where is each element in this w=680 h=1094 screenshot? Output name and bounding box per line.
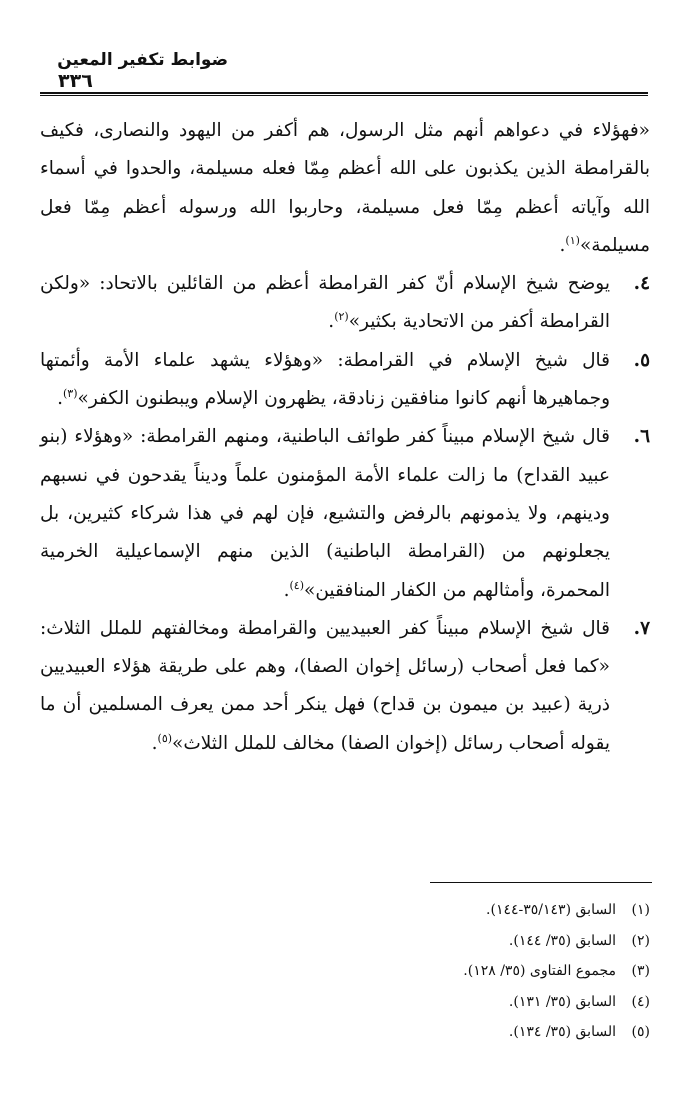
footnote-marker: (٥)	[631, 1024, 650, 1040]
footnote-ref: (٣)	[62, 386, 78, 400]
item-number: ٤.	[633, 273, 650, 295]
footnotes	[350, 895, 650, 1048]
footnote-text: مجموع الفتاوى (٣٥/ ١٢٨).	[463, 963, 616, 979]
footnote	[350, 926, 650, 957]
page-number: ٣٣٦	[58, 70, 93, 92]
list-item	[40, 265, 650, 342]
footnote-ref: (٢)	[334, 310, 349, 324]
item-number: ٥.	[633, 349, 650, 371]
item-text: يوضح شيخ الإسلام أنّ كفر القرامطة أعظم من القائلين بالاتحاد: «ولكن القرامطة أكفر من الاتحادية بكثير»$^{(٢)}$.	[40, 273, 610, 333]
running-title: ضوابط تكفير المعين	[57, 50, 228, 70]
intro-quote: «فهؤلاء في دعواهم أنهم مثل الرسول، هم أكفر من اليهود والنصارى، فكيف بالقرامطة الذين يكذبون على الله أعظم مِمّا فعله مسيلمة، والحدوا في أسماء الله وآياته أعظم مِمّا فعل مسيلمة، وحاربوا الله ورسوله أعظم مِمّا فعل مسيلمة»$^{(١)}$.	[40, 120, 650, 256]
footnote-text: السابق (٣٥/ ١٤٤).	[508, 932, 616, 949]
list-item	[40, 342, 650, 419]
footnote-text: السابق (٣٥/ ١٣٤).	[508, 1024, 616, 1040]
main-text	[40, 112, 650, 763]
footnote-marker: (٣)	[631, 963, 650, 979]
footnote-marker: (٢)	[631, 932, 650, 949]
footnote-ref: (١)	[565, 233, 580, 247]
footnote	[350, 956, 650, 987]
footnote	[350, 1017, 650, 1048]
item-text: قال شيخ الإسلام في القرامطة: «وهؤلاء يشهد علماء الأمة وأئمتها وجماهيرها أنهم كانوا منافقين زنادقة، يظهرون الإسلام ويبطنون الكفر»$^{(٣)}$.	[40, 349, 610, 410]
header-rule	[40, 92, 648, 94]
item-text: قال شيخ الإسلام مبيناً كفر طوائف الباطنية، ومنهم القرامطة: «وهؤلاء (بنو عبيد القداح) ما زالت علماء الأمة المؤمنون علماً وديناً يقدحون في نسبهم ودينهم، ولا يذمونهم بالرفض والتشيع، فإن لهم في هذا شركاء كثيرين، بل يجعلونهم من (القرامطة الباطنية) الذين منهم الإسماعيلية الخرمية المحمرة، وأمثالهم من الكفار المنافقين»$^{(٤)}$.	[40, 426, 610, 601]
item-body: قال شيخ الإسلام مبيناً كفر العبيديين والقرامطة ومخالفتهم للملل الثلاث: «كما فعل أصحاب (رسائل إخوان الصفا)، وهم على طريقة هؤلاء العبيديين ذرية (عبيد بن ميمون بن قداح) فهل ينكر أحد ممن يعرف المسلمين أن ما يقوله أصحاب رسائل (إخوان الصفا) مخالف للملل الثلاث»	[40, 617, 610, 754]
footnote-text: السابق (٣٥/١٤٣-١٤٤).	[486, 902, 616, 918]
list-item	[40, 610, 650, 763]
item-body: يوضح شيخ الإسلام أنّ كفر القرامطة أعظم من القائلين بالاتحاد: «ولكن القرامطة أكفر من الاتحادية بكثير»	[40, 273, 610, 333]
footnote-marker: (١)	[631, 902, 650, 918]
item-body: قال شيخ الإسلام مبيناً كفر طوائف الباطنية، ومنهم القرامطة: «وهؤلاء (بنو عبيد القداح) ما زالت علماء الأمة المؤمنون علماً وديناً يقدحون في نسبهم ودينهم، ولا يذمونهم بالرفض والتشيع، فإن لهم في هذا شركاء كثيرين، بل يجعلونهم من (القرامطة الباطنية) الذين منهم الإسماعيلية الخرمية المحمرة، وأمثالهم من الكفار المنافقين»	[40, 426, 610, 601]
header-rule-thin	[40, 95, 648, 96]
footnote	[350, 895, 650, 926]
item-text: قال شيخ الإسلام مبيناً كفر العبيديين والقرامطة ومخالفتهم للملل الثلاث: «كما فعل أصحاب (رسائل إخوان الصفا)، وهم على طريقة هؤلاء العبيديين ذرية (عبيد بن ميمون بن قداح) فهل ينكر أحد ممن يعرف المسلمين أن ما يقوله أصحاب رسائل (إخوان الصفا) مخالف للملل الثلاث»$^{(٥)}$.	[40, 617, 610, 754]
footnote-text: السابق (٣٥/ ١٣١).	[508, 993, 616, 1010]
footnote-ref: (٤)	[289, 578, 305, 592]
footnote-separator	[430, 882, 652, 883]
list-item	[40, 418, 650, 609]
footnote	[350, 987, 650, 1018]
footnote-ref: (٥)	[157, 731, 173, 745]
footnote-marker: (٤)	[631, 993, 650, 1010]
item-body: قال شيخ الإسلام في القرامطة: «وهؤلاء يشهد علماء الأمة وأئمتها وجماهيرها أنهم كانوا منافقين زنادقة، يظهرون الإسلام ويبطنون الكفر»	[40, 349, 610, 410]
item-number: ٦.	[633, 426, 650, 448]
item-number: ٧.	[633, 617, 650, 639]
intro-quote-text: «فهؤلاء في دعواهم أنهم مثل الرسول، هم أكفر من اليهود والنصارى، فكيف بالقرامطة الذين يكذبون على الله أعظم مِمّا فعله مسيلمة، والحدوا في أسماء الله وآياته أعظم مِمّا فعل مسيلمة، وحاربوا الله ورسوله أعظم مِمّا فعل مسيلمة»	[40, 120, 650, 256]
